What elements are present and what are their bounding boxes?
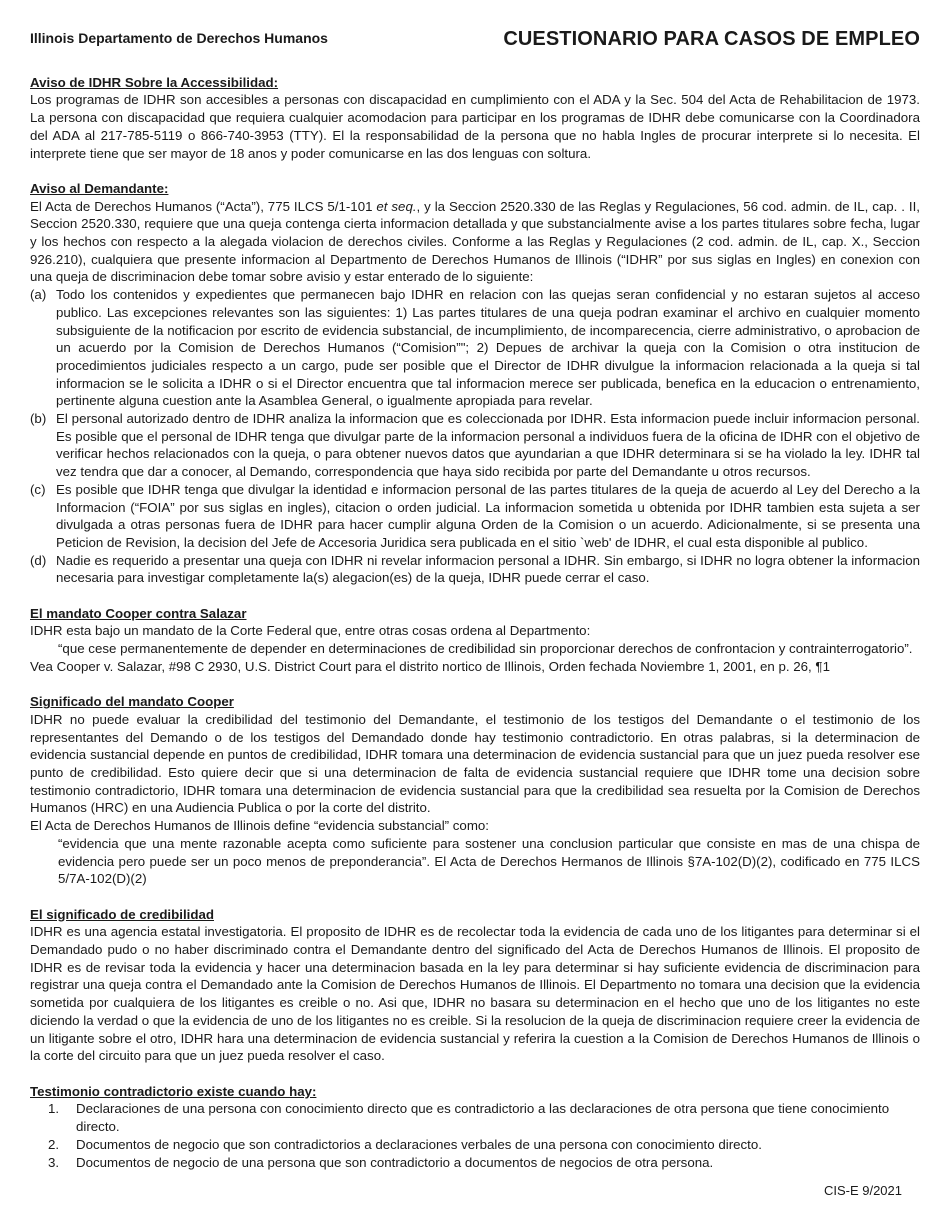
significance-define: El Acta de Derechos Humanos de Illinois define “evidencia substancial” como: [30, 818, 489, 834]
accessibility-text: Los programas de IDHR son accesibles a personas con discapacidad en cumplimiento con el ADA y la Sec. 504 del Acta de Rehabilitacion de 1973. La persona con discapacidad que requiera cualquier acomodacion para participar en los programas de IDHR debe comunicarse con la Coordinadora del ADA al 217-785-5119 o 866-740-3953 (TTY). El la responsabilidad de la persona que no habla Ingles de procurar interprete si lo necesita. El interprete tiene que ser mayor de 18 anos y poder comunicarse en las dos lenguas con soltura. [30, 92, 920, 161]
document-header [30, 22, 920, 56]
credibility-heading: El significado de credibilidad [30, 906, 214, 922]
significance-quote: “evidencia que una mente razonable acepta como suficiente para sostener una conclusion particular que consiste en mas de una chispa de evidencia pero puede ser un poco menos de preponderancia”. El Acta de Derechos Hermanos de Illinois §7A-102(D)(2), codificado en 775 ILCS 5/7A-102(D)(2) [58, 835, 920, 887]
cooper-line: IDHR esta bajo un mandato de la Corte Federal que, entre otras cosas ordena al Departmento: [30, 623, 591, 639]
form-code: CIS-E 9/2021 [823, 1183, 902, 1198]
notice-item: (a) Todo los contenidos y expedientes que permanecen bajo IDHR en relacion con las quejas seran confidencial y no estaran sujetos al acceso publico. Las excepciones relevantes son las siguientes: 1) Las partes titulares de una queja podran examinar el archivo en cualquier momento subsiguiente de la notificacion por escrito de evidencia substancial, de incumplimiento, de incomparecencia, cierre administrativo, o aprobacion de un acuerdo por la Comision de Derechos Humanos (“Comision”"; 2) Depues de archivar la queja con la Comision o otra institucion de procedimientos judiciales respecto a un cargo, pude ser posible que el Director de IDHR divulgue la informacion relacionada a la queja si tal informacion se le solicita a IDHR o si el Director encuentra que tal informacion merece ser publicada, benefica en la educacion o entrenamiento, pertinente alguna cuestion ante la Asamblea General, o igualmente apropiada para revelar. [30, 287, 920, 409]
list-item: 2. Documentos de negocio que son contradictorios a declaraciones verbales de una persona con conocimiento directo. [48, 1136, 762, 1152]
contradictory-heading: Testimonio contradictorio existe cuando hay: [30, 1083, 317, 1099]
agency-name: Illinois Departamento de Derechos Humanos [30, 30, 328, 46]
significance-heading: Significado del mandato Cooper [30, 694, 234, 710]
notice-heading: Aviso al Demandante: [30, 180, 169, 196]
document-body [30, 56, 920, 1171]
cooper-citation: Vea Cooper v. Salazar, #98 C 2930, U.S. District Court para el distrito nortico de Illinois, Orden fechada Noviembre 1, 2001, en p. 26, ¶1 [30, 658, 830, 674]
list-item: 1. Declaraciones de una persona con conocimiento directo que es contradictorio a las declaraciones de otra persona que tiene conocimiento directo. [48, 1101, 890, 1135]
notice-item: (c) Es posible que IDHR tenga que divulgar la identidad e informacion personal de las partes titulares de la queja de acuerdo al Ley del Derecho a la Informacion (“FOIA” por sus siglas en ingles), citacion o orden judicial. La informacion sometida u obtenida por IDHR tambien esta sujeta a ser divulgada a otras personas fuera de IDHR para hacer cumplir alguna Orden de la Comision o un acuerdo. Adicionalmente, si se presenta una Peticion de Revision, la decision del Jefe de Accesoria Juridica sera publicada en el sitio `web' de IDHR, el cual esta disponible al publico. [30, 481, 920, 550]
list-item: 3. Documentos de negocio de una persona que son contradictorio a documentos de negocios de otra persona. [48, 1154, 714, 1170]
accessibility-heading: Aviso de IDHR Sobre la Accessibilidad: [30, 74, 279, 90]
credibility-text: IDHR es una agencia estatal investigatoria. El proposito de IDHR es de recolectar toda la evidencia de cada uno de los litigantes para determinar si el Demandado pudo o no haber discriminado contra el Demandante dentro del significado del Acta de Derechos Humanos de Illinois. El proposito de IDHR es de revisar toda la evidencia y hacer una determinacion basada en la ley para determinar si hay suficiente evidencia de discriminacion para registrar una queja contra el Demandado ante la Comision de Derechos Humanos de Illinois. El Departmento no tomara una decision que la evidencia sometida por cualquiera de los litigantes es creible o no. Asi que, IDHR no basara su determinacion en el hecho que uno de los litigantes no este diciendo la verdad o que la evidencia de uno de los litigantes no es creible. Si la resolucion de la queja de discriminacion requiere creer la evidencia de un litigante sobre el otro, IDHR hara una determinacion de evidencia sustancial y referira la cuestion a la Comision de Derechos Humanos de Illinois o la corte del circuito para que un juez pueda resolver el caso. [30, 924, 920, 1064]
cooper-heading: El mandato Cooper contra Salazar [30, 605, 247, 621]
notice-intro: El Acta de Derechos Humanos (“Acta”), 775 ILCS 5/1-101 et seq., y la Seccion 2520.330 de las Reglas y Regulaciones, 56 cod. admin. de IL, cap. . II, Seccion 2520.330, requiere que una queja contenga cierta informacion detallada y que substancialmente avise a los partes titulares sobre fecha, lugar y los hechos con respecto a la alegada violacion de derechos civiles. Conforme a las Reglas y Regulaciones (2 cod. admin. de IL, cap. X., Seccion 926.210), cualquiera que presente informacion al Departmento de Derechos Humanos de Illinois (“IDHR” por sus siglas en Ingles) en conexion con una queja de discriminacion debe tomar sobre avisio y estar enterado de lo siguiente: [30, 198, 920, 285]
significance-text: IDHR no puede evaluar la credibilidad del testimonio del Demandante, el testimonio de los testigos del Demandante o el testimonio de los representantes del Demando o de los testigos del Demandado donde hay testimonio contradictorio. En otras palabras, si la determinacion de evidencia sustancial depende en puntos de credibilidad, IDHR tomara una determinacion de evidencia sustancial para que un juez pueda resolver ese punto de credibilidad. Esto quiere decir que si una determinacion de falta de evidencia sustancial requiere que IDHR tome una decision sobre testimonio contradictorio, IDHR tomara una determinacion de evidencia sustancial para que la credibilidad sea resuelta por la Comision de Derechos Humanos (HRC) en una Audiencia Publica o por la corte del distrito. [30, 711, 920, 816]
cooper-quote: “que cese permanentemente de depender en determinaciones de credibilidad sin proporcionar derechos de confrontacion y contrainterrogatorio”. [58, 641, 913, 657]
notice-item: (d) Nadie es requerido a presentar una queja con IDHR ni revelar informacion personal a IDHR. Sin embargo, si IDHR no logra obtener la informacion necesaria para investigar completamente la(s) alegacion(es) de la queja, IDHR puede cerrar el caso. [30, 552, 920, 586]
document-title: CUESTIONARIO PARA CASOS DE EMPLEO [503, 28, 920, 50]
notice-item: (b) El personal autorizado dentro de IDHR analiza la informacion que es coleccionada por IDHR. Esta informacion puede incluir informacion personal. Es posible que el personal de IDHR tenga que divulgar parte de la informacion personal a individuos fuera de la oficina de IDHR con el objetivo de verificar hechos relacionados con la queja, o para obtener nuevos datos que ayundarian a que IDHR determinara si se ha violado la ley. IDHR tal vez tendra que dar a conocer, al Demando, correspondencia que haya sido recibida por parte del Demandante u otros recursos. [30, 411, 920, 480]
